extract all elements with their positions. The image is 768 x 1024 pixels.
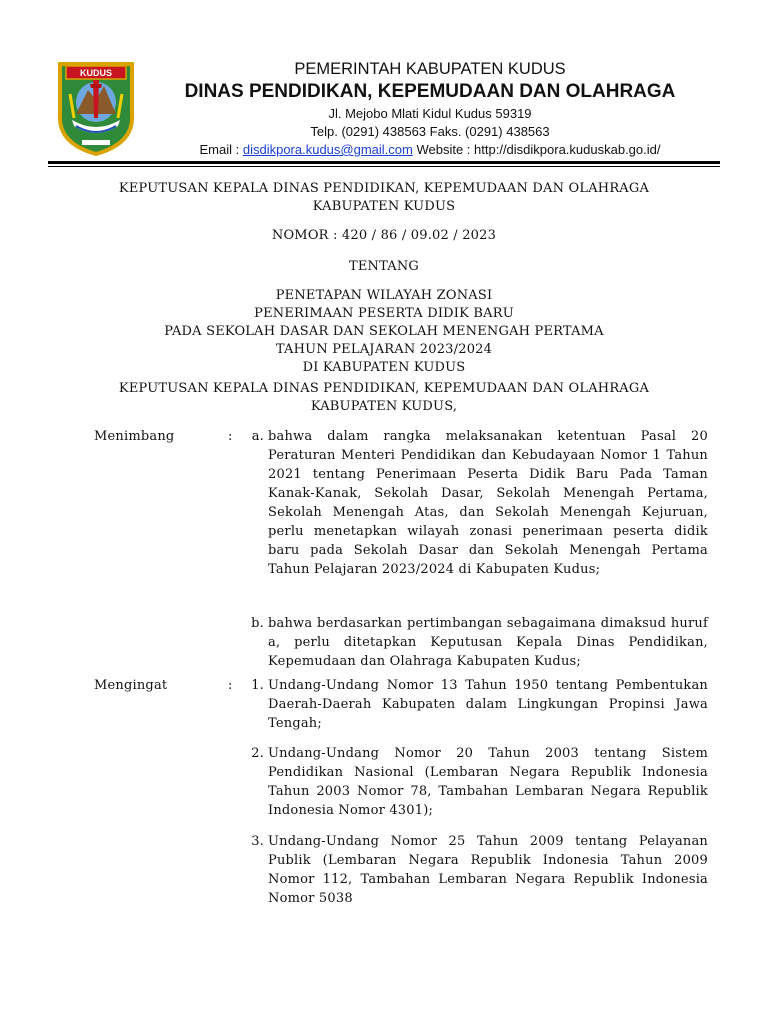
mengingat-colon: : xyxy=(228,678,233,693)
decree-issuer: KEPUTUSAN KEPALA DINAS PENDIDIKAN, KEPEMUDAAN DAN OLAHRAGA KABUPATEN KUDUS, xyxy=(118,381,650,414)
menimbang-colon: : xyxy=(228,429,233,444)
website-text: Website : http://disdikpora.kuduskab.go.id/ xyxy=(412,142,661,157)
address: Jl. Mejobo Mlati Kidul Kudus 59319 xyxy=(328,106,532,121)
government-name: PEMERINTAH KABUPATEN KUDUS xyxy=(294,60,566,78)
mengingat-section: Mengingat : 1. Undang-Undang Nomor 13 Tahun 1950 tentang Pembentukan Daerah-Daerah Kabupaten dalam Lingkungan Propinsi Jawa Tengah; 2. Undang-Undang Nomor 20 Tahun 2003 tentang Sistem Pendidikan Nasional (Lembaran Negara Republik Indonesia Tahun 2003 Nomor 78, Tambahan Lembaran Negara Republik Indonesia Nomor 4301); 3. Undang-Undang Nomor 25 Tahun 2009 tentang Pelayanan Publik (Lembaran Negara Republik Indonesia Tahun 2009 Nomor 112, Tambahan Lembaran Negara Republik Indonesia Nomor 5038 xyxy=(94,678,708,906)
kudus-coat-of-arms xyxy=(52,60,140,156)
letterhead-divider-thin xyxy=(48,166,720,167)
menimbang-label: Menimbang xyxy=(94,429,175,444)
decree-subject: PENETAPAN WILAYAH ZONASI PENERIMAAN PESERTA DIDIK BARU PADA SEKOLAH DASAR DAN SEKOLAH MENENGAH PERTAMA TAHUN PELAJARAN 2023/2024 DI KABUPATEN KUDUS xyxy=(164,288,604,375)
decree-title: KEPUTUSAN KEPALA DINAS PENDIDIKAN, KEPEMUDAAN DAN OLAHRAGA KABUPATEN KUDUS xyxy=(118,181,650,214)
mengingat-label: Mengingat xyxy=(94,678,168,693)
menimbang-section: Menimbang : a. bahwa dalam rangka melaksanakan ketentuan Pasal 20 Peraturan Menteri Pendidikan dan Kebudayaan Nomor 1 Tahun 2021 tentang Penerimaan Peserta Didik Baru Pada Taman Kanak-Kanak, Sekolah Dasar, Sekolah Menengah Pertama, Sekolah Menengah Atas, dan Sekolah Menengah Kejuruan, perlu menetapkan wilayah zonasi penerimaan peserta didik baru pada Sekolah Dasar dan Sekolah Menengah Pertama Tahun Pelajaran 2023/2024 di Kabupaten Kudus; b. bahwa berdasarkan pertimbangan sebagaimana dimaksud huruf a, perlu ditetapkan Keputusan Kepala Dinas Pendidikan, Kepemudaan dan Olahraga Kabupaten Kudus; xyxy=(94,429,708,669)
phone-fax: Telp. (0291) 438563 Faks. (0291) 438563 xyxy=(310,124,550,139)
agency-name: DINAS PENDIDIKAN, KEPEMUDAAN DAN OLAHRAGA xyxy=(184,81,676,102)
contact-line xyxy=(150,141,710,159)
email-link[interactable]: disdikpora.kudus@gmail.com xyxy=(242,142,413,157)
svg-text:KUDUS: KUDUS xyxy=(79,68,113,78)
decree-number: NOMOR : 420 / 86 / 09.02 / 2023 xyxy=(271,228,497,243)
email-label: Email : xyxy=(199,142,243,157)
letterhead-divider-thick xyxy=(48,161,720,164)
decree-about: TENTANG xyxy=(348,259,420,274)
letterhead xyxy=(150,58,710,159)
